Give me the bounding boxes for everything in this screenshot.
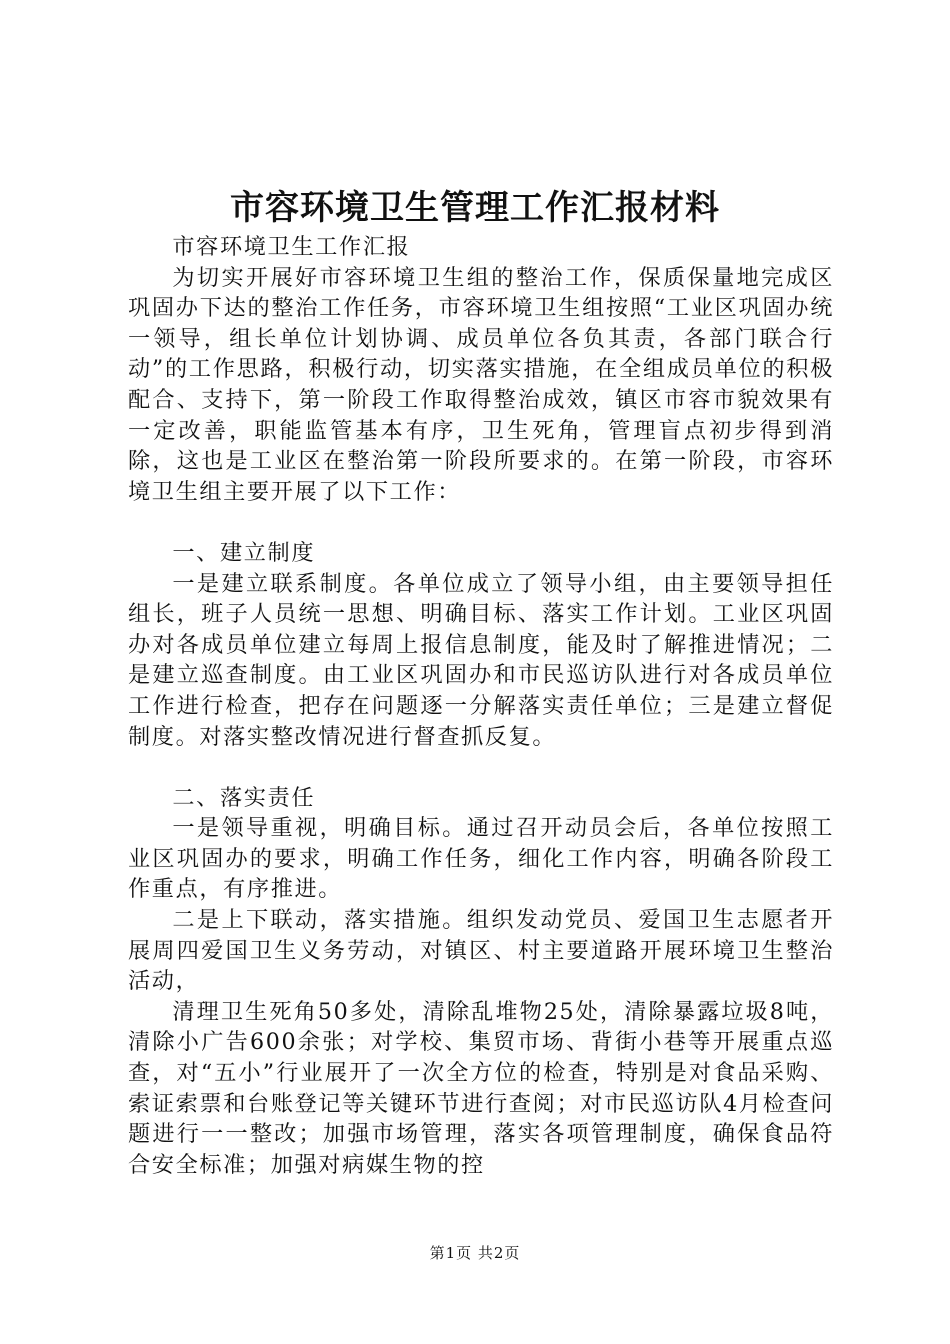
section-heading-2: 二、落实责任 (172, 784, 316, 811)
paragraph-gap (128, 752, 834, 783)
section-heading-1: 一、建立制度 (172, 539, 316, 566)
page-footer: 第1页 共2页 (429, 1244, 521, 1262)
document-body (128, 232, 834, 1180)
paragraph-gap (128, 507, 834, 538)
section-2-paragraph-2: 二是上下联动，落实措施。组织发动党员、爱国卫生志愿者开展周四爱国卫生义务劳动，对镇区、村主要道路开展环境卫生整治活动， (128, 907, 834, 995)
document-subtitle: 市容环境卫生工作汇报 (172, 234, 411, 260)
section-2-paragraph-3: 清理卫生死角50多处，清除乱堆物25处，清除暴露垃圾8吨，清除小广告600余张；对学校、集贸市场、背街小巷等开展重点巡查，对“五小”行业展开了一次全方位的检查，特别是对食品采购、索证索票和台账登记等关键环节进行查阅；对市民巡访队4月检查问题进行一一整改；加强市场管理，落实各项管理制度，确保食品符合安全标准；加强对病媒生物的控 (128, 998, 834, 1178)
section-2-paragraph-1: 一是领导重视，明确目标。通过召开动员会后，各单位按照工业区巩固办的要求，明确工作任务，细化工作内容，明确各阶段工作重点，有序推进。 (128, 815, 834, 903)
document-title: 市容环境卫生管理工作汇报材料 (230, 188, 720, 228)
intro-paragraph: 为切实开展好市容环境卫生组的整治工作，保质保量地完成区巩固办下达的整治工作任务，市容环境卫生组按照“工业区巩固办统一领导，组长单位计划协调、成员单位各负其责，各部门联合行动”的工作思路，积极行动，切实落实措施，在全组成员单位的积极配合、支持下，第一阶段工作取得整治成效，镇区市容市貌效果有一定改善，职能监管基本有序，卫生死角，管理盲点初步得到消除，这也是工业区在整治第一阶段所要求的。在第一阶段，市容环境卫生组主要开展了以下工作： (128, 264, 834, 505)
section-1-paragraph: 一是建立联系制度。各单位成立了领导小组，由主要领导担任组长，班子人员统一思想、明确目标、落实工作计划。工业区巩固办对各成员单位建立每周上报信息制度，能及时了解推进情况；二是建立巡查制度。由工业区巩固办和市民巡访队进行对各成员单位工作进行检查，把存在问题逐一分解落实责任单位；三是建立督促制度。对落实整改情况进行督查抓反复。 (128, 570, 834, 750)
